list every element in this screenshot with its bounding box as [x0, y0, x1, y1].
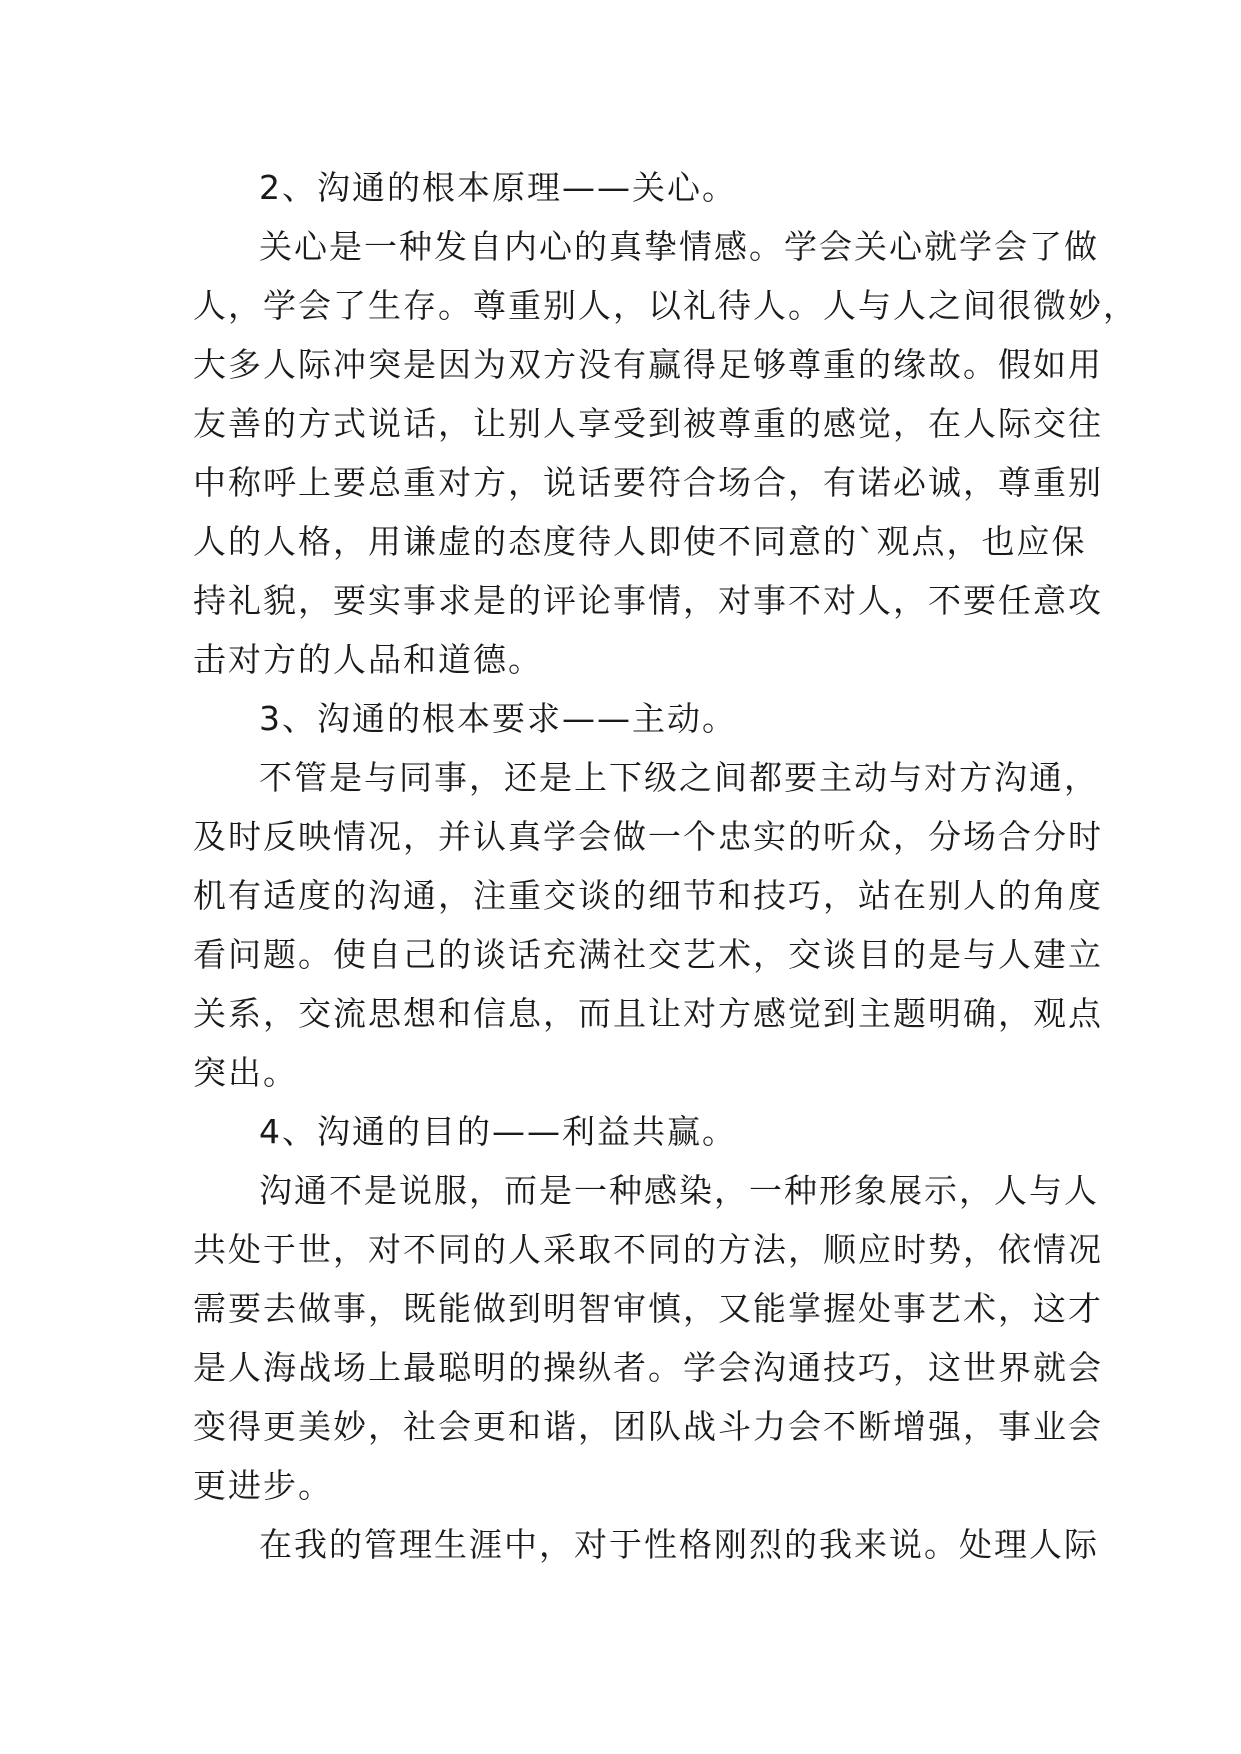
- text-line: 是人海战场上最聪明的操纵者。学会沟通技巧，这世界就会: [193, 1348, 1103, 1387]
- document-body: [193, 158, 1138, 1574]
- text-line: 看问题。使自己的谈话充满社交艺术，交谈目的是与人建立: [193, 935, 1103, 974]
- text-line: 更进步。: [193, 1466, 333, 1505]
- text-line: 共处于世，对不同的人采取不同的方法，顺应时势，依情况: [193, 1230, 1103, 1269]
- text-line: 4、沟通的目的——利益共赢。: [259, 1112, 737, 1151]
- text-line: 机有适度的沟通，注重交谈的细节和技巧，站在别人的角度: [193, 876, 1103, 915]
- text-line: 击对方的人品和道德。: [193, 640, 543, 679]
- text-line: 变得更美妙，社会更和谐，团队战斗力会不断增强，事业会: [193, 1407, 1103, 1446]
- text-line: 2、沟通的根本原理——关心。: [259, 168, 737, 207]
- text-line: 及时反映情况，并认真学会做一个忠实的听众，分场合分时: [193, 817, 1103, 856]
- text-line: 持礼貌，要实事求是的评论事情，对事不对人，不要任意攻: [193, 581, 1103, 620]
- text-line: 关系，交流思想和信息，而且让对方感觉到主题明确，观点: [193, 994, 1103, 1033]
- text-line: 中称呼上要总重对方，说话要符合场合，有诺必诚，尊重别: [193, 463, 1103, 502]
- text-line: 需要去做事，既能做到明智审慎，又能掌握处事艺术，这才: [193, 1289, 1103, 1328]
- text-line: 不管是与同事，还是上下级之间都要主动与对方沟通，: [259, 758, 1099, 797]
- text-line: 关心是一种发自内心的真挚情感。学会关心就学会了做: [259, 227, 1099, 266]
- text-line: 沟通不是说服，而是一种感染，一种形象展示，人与人: [259, 1171, 1099, 1210]
- text-line: 大多人际冲突是因为双方没有赢得足够尊重的缘故。假如用: [193, 345, 1103, 384]
- text-line: 人，学会了生存。尊重别人，以礼待人。人与人之间很微妙，: [193, 286, 1138, 325]
- text-line: 3、沟通的根本要求——主动。: [259, 699, 737, 738]
- text-line: 人的人格，用谦虚的态度待人即使不同意的`观点，也应保: [193, 522, 1087, 561]
- text-line: 在我的管理生涯中，对于性格刚烈的我来说。处理人际: [259, 1525, 1099, 1564]
- text-line: 友善的方式说话，让别人享受到被尊重的感觉，在人际交往: [193, 404, 1103, 443]
- text-line: 突出。: [193, 1053, 298, 1092]
